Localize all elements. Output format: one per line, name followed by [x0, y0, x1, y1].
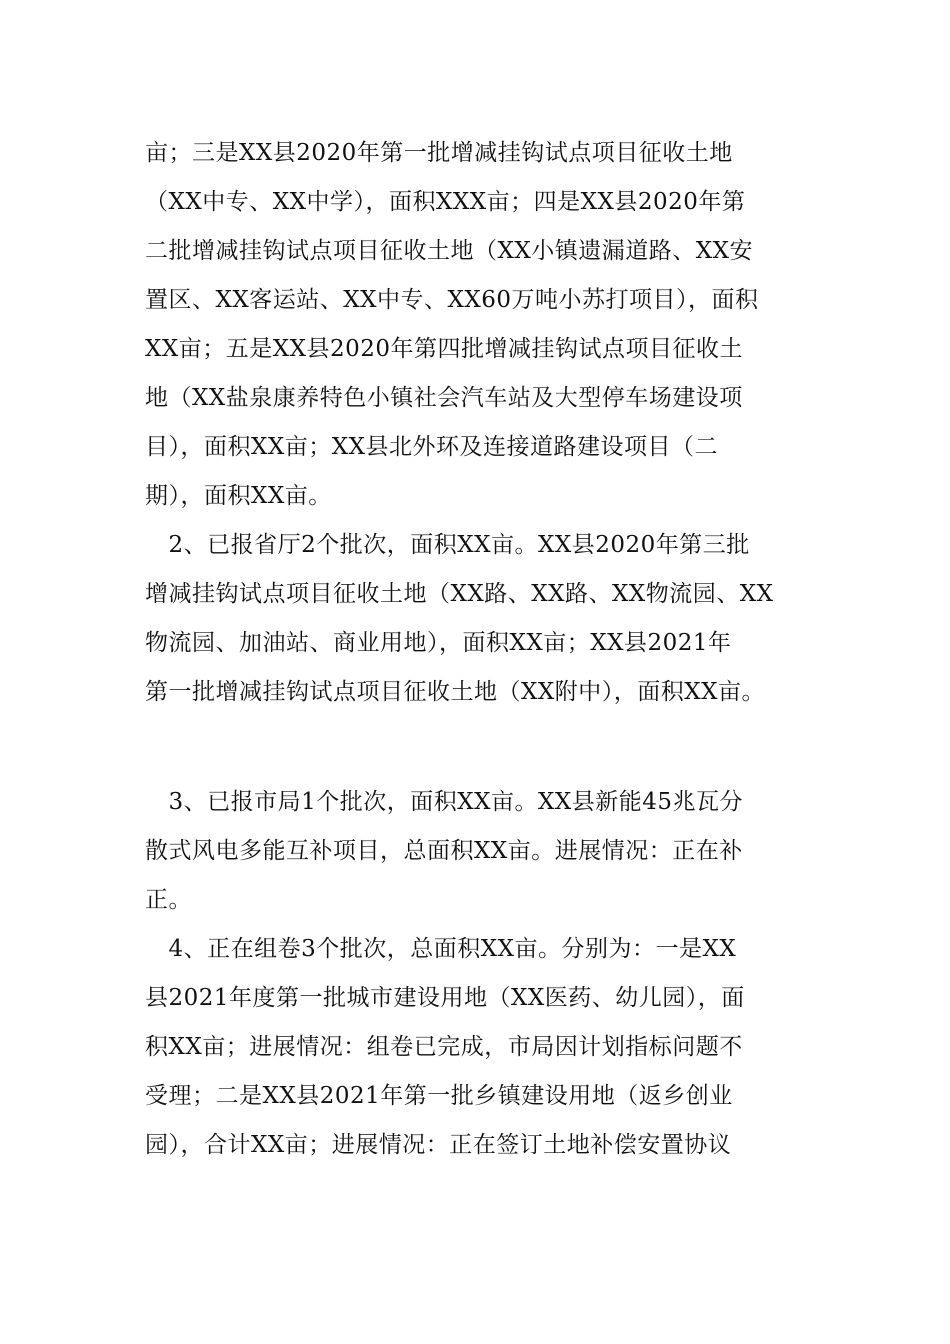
paragraph-block-1 [145, 129, 810, 717]
text-line: 物流园、加油站、商业用地），面积XX亩；XX县2021年 [145, 630, 732, 656]
text-line: 2、已报省厅2个批次，面积XX亩。XX县2020年第三批 [145, 532, 750, 558]
text-line: XX亩；五是XX县2020年第四批增减挂钩试点项目征收土 [145, 336, 744, 362]
text-line: 二批增减挂钩试点项目征收土地（XX小镇遗漏道路、XX安 [145, 238, 753, 264]
text-line: 受理；二是XX县2021年第一批乡镇建设用地（返乡创业 [145, 1083, 733, 1109]
text-line: 正。 [145, 887, 192, 913]
paragraph-block-2 [145, 778, 810, 1170]
text-line: （XX中专、XX中学），面积XXX亩；四是XX县2020年第 [145, 189, 746, 215]
text-line: 第一批增减挂钩试点项目征收土地（XX附中），面积XX亩。 [145, 679, 765, 705]
text-line: 地（XX盐泉康养特色小镇社会汽车站及大型停车场建设项 [145, 385, 743, 411]
text-line: 期），面积XX亩。 [145, 483, 332, 509]
text-line: 增减挂钩试点项目征收土地（XX路、XX路、XX物流园、XX [145, 581, 774, 607]
text-line: 3、已报市局1个批次，面积XX亩。XX县新能45兆瓦分 [145, 789, 744, 815]
text-line: 置区、XX客运站、XX中专、XX60万吨小苏打项目），面积 [145, 287, 759, 313]
text-line: 园），合计XX亩；进展情况：正在签订土地补偿安置协议 [145, 1132, 732, 1158]
text-line: 散式风电多能互补项目，总面积XX亩。进展情况：正在补 [145, 838, 743, 864]
text-line: 县2021年度第一批城市建设用地（XX医药、幼儿园），面 [145, 985, 745, 1011]
text-line: 亩；三是XX县2020年第一批增减挂钩试点项目征收土地 [145, 140, 733, 166]
text-line: 目），面积XX亩；XX县北外环及连接道路建设项目（二 [145, 434, 718, 460]
text-line: 4、正在组卷3个批次，总面积XX亩。分别为：一是XX [145, 936, 737, 962]
text-line: 积XX亩；进展情况：组卷已完成，市局因计划指标问题不 [145, 1034, 743, 1060]
